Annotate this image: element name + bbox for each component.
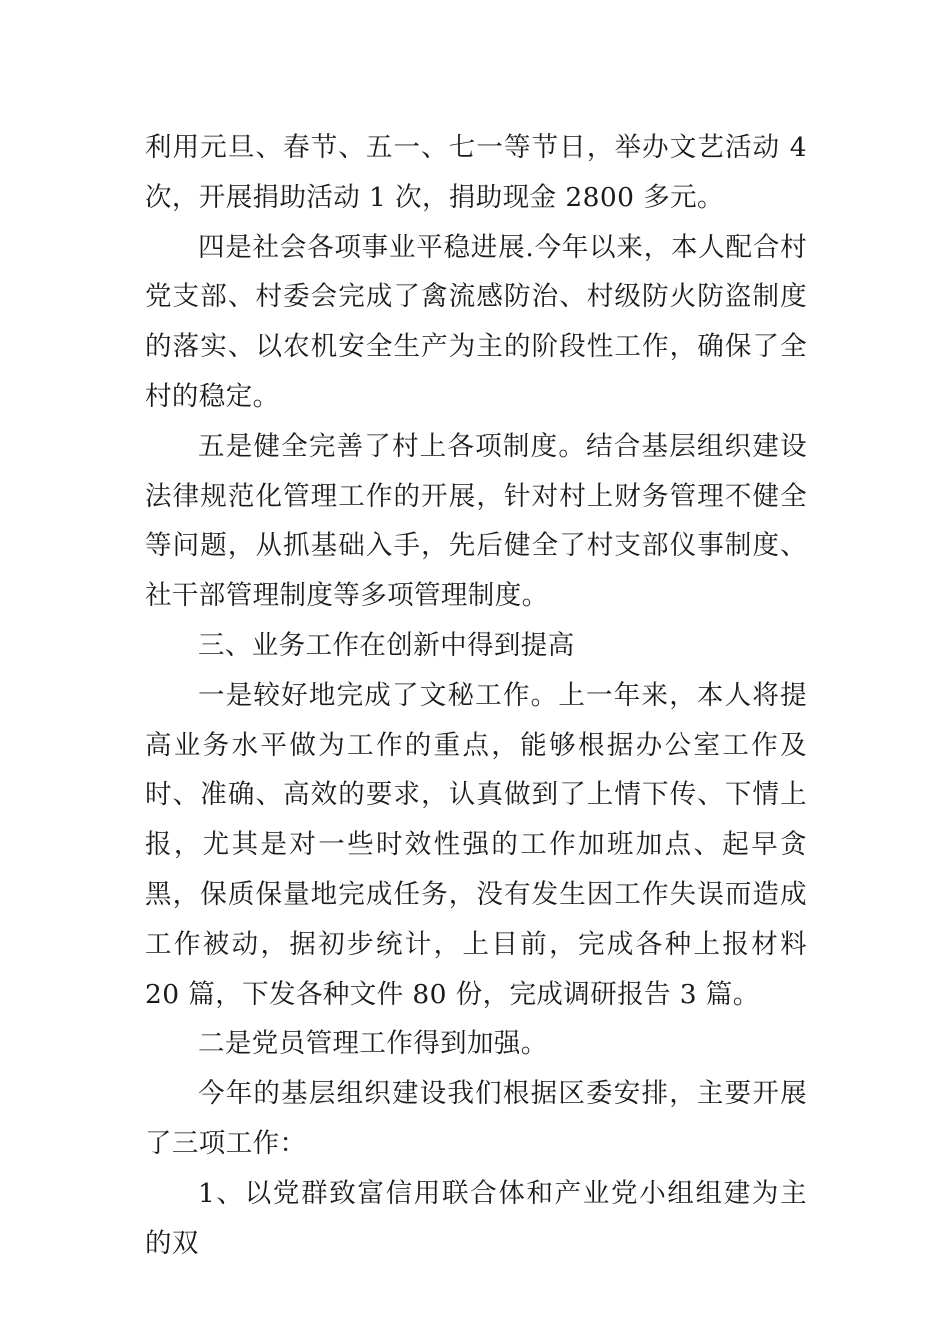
paragraph-continuation: 利用元旦、春节、五一、七一等节日，举办文艺活动 4 次，开展捐助活动 1 次，捐助现金 2800 多元。 [145, 132, 807, 213]
paragraph-item-two: 二是党员管理工作得到加强。 [198, 1028, 548, 1060]
paragraph-item-one: 一是较好地完成了文秘工作。上一年来，本人将提高业务水平做为工作的重点，能够根据办公室工作及时、准确、高效的要求，认真做到了上情下传、下情上报，尤其是对一些时效性强的工作加班加点、起早贪黑，保质保量地完成任务，没有发生因工作失误而造成工作被动，据初步统计，上目前，完成各种上报材料 20 篇，下发各种文件 80 份，完成调研报告 3 篇。 [145, 679, 807, 1010]
paragraph-item-five: 五是健全完善了村上各项制度。结合基层组织建设法律规范化管理工作的开展，针对村上财务管理不健全等问题，从抓基础入手，先后健全了村支部仪事制度、社干部管理制度等多项管理制度。 [145, 430, 807, 612]
paragraph-item-four: 四是社会各项事业平稳进展.今年以来，本人配合村党支部、村委会完成了禽流感防治、村级防火防盗制度的落实、以农机安全生产为主的阶段性工作，确保了全村的稳定。 [145, 231, 807, 412]
paragraph-organization-work: 今年的基层组织建设我们根据区委安排，主要开展了三项工作： [145, 1078, 807, 1159]
section-heading-three: 三、业务工作在创新中得到提高 [198, 629, 575, 661]
paragraph-list-item-one: 1、以党群致富信用联合体和产业党小组组建为主的双 [145, 1177, 807, 1259]
document-body [145, 123, 807, 1268]
